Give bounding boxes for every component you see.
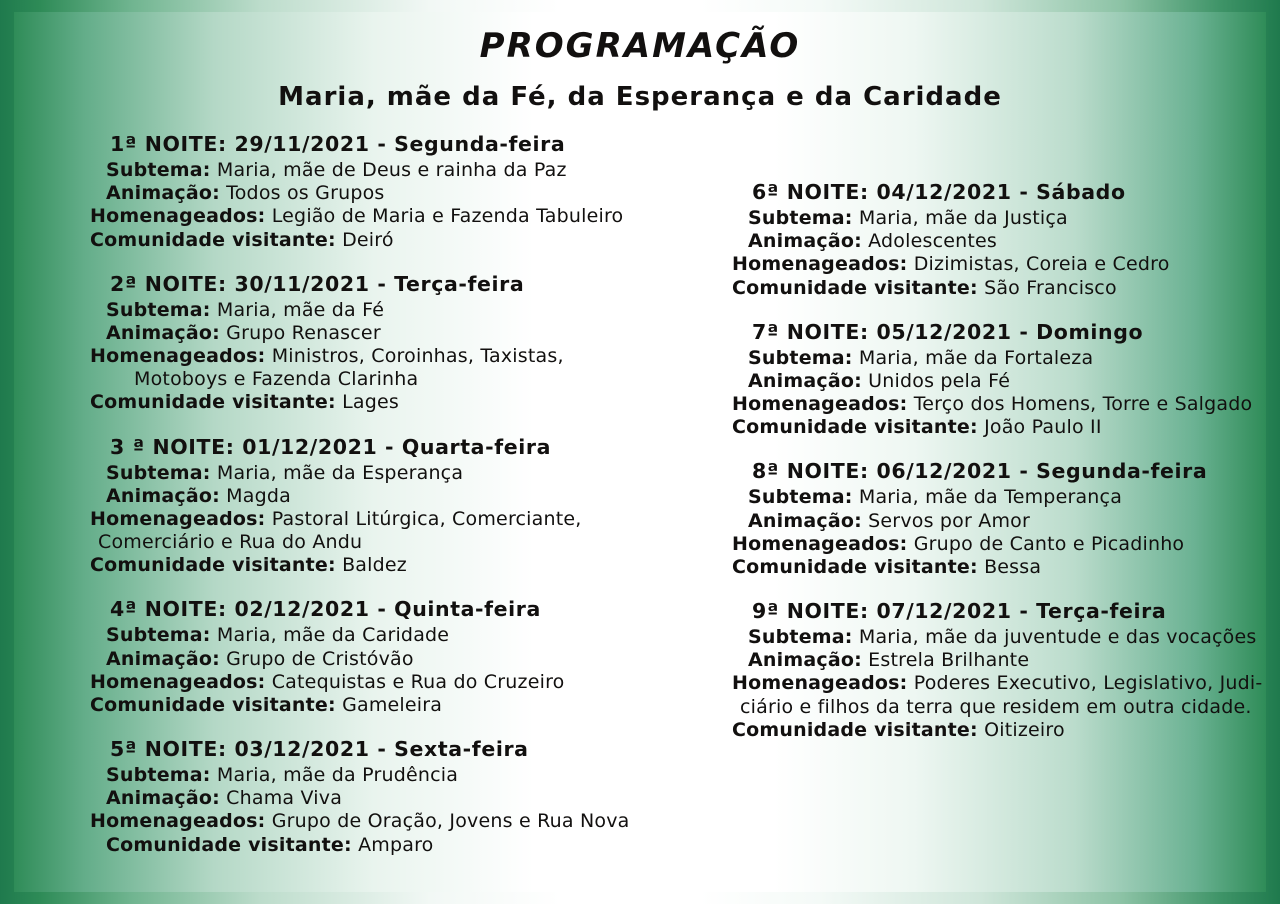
comunidade-label: Comunidade visitante: [732, 555, 978, 578]
comunidade-value: Gameleira [342, 693, 443, 716]
animacao-value: Servos por Amor [868, 509, 1031, 532]
homenageados-value: Ministros, Coroinhas, Taxistas, [271, 345, 564, 368]
subtema-label: Subtema: [748, 207, 853, 229]
homenageados-value: Legião de Maria e Fazenda Tabuleiro [271, 205, 624, 228]
animacao-label: Animação: [748, 230, 862, 253]
homenageados-value: Dizimistas, Coreia e Cedro [913, 253, 1170, 276]
animacao-label: Animação: [748, 509, 862, 532]
night-homenageados-line [90, 671, 688, 694]
subtema-value: Maria, mãe da juventude e das vocações [858, 626, 1257, 649]
night-subtema-line [106, 462, 688, 485]
night-entry [730, 180, 1280, 300]
night-comunidade-line [90, 694, 688, 717]
night-subtema-line [106, 299, 688, 322]
homenageados-label: Homenageados: [90, 345, 266, 368]
homenageados-value: Poderes Executivo, Legislativo, Judi- [913, 672, 1263, 695]
night-animacao-line [106, 182, 688, 205]
comunidade-label: Comunidade visitante: [90, 693, 336, 716]
night-entry [730, 320, 1280, 440]
comunidade-value: João Paulo II [984, 416, 1102, 439]
comunidade-label: Comunidade visitante: [732, 416, 978, 439]
night-comunidade-line [732, 277, 1280, 300]
night-comunidade-line [90, 229, 688, 252]
night-heading: 4ª NOITE: 02/12/2021 - Quinta-feira [110, 597, 541, 622]
subtema-value: Maria, mãe da Esperança [216, 461, 464, 484]
comunidade-label: Comunidade visitante: [106, 833, 352, 856]
night-entry [730, 599, 1280, 742]
night-heading: 2ª NOITE: 30/11/2021 - Terça-feira [110, 271, 525, 296]
animacao-label: Animação: [748, 649, 862, 672]
homenageados-label: Homenageados: [90, 810, 266, 833]
animacao-value: Todos os Grupos [226, 182, 385, 205]
night-heading: 1ª NOITE: 29/11/2021 - Segunda-feira [110, 132, 566, 156]
night-subtema-line [748, 347, 1280, 370]
night-homenageados-line [90, 345, 688, 368]
subtema-label: Subtema: [106, 624, 211, 647]
comunidade-label: Comunidade visitante: [90, 391, 336, 414]
animacao-value: Magda [226, 484, 291, 507]
night-animacao-line [748, 370, 1280, 393]
homenageados-value: Grupo de Oração, Jovens e Rua Nova [271, 810, 630, 833]
night-comunidade-line [732, 719, 1280, 742]
homenageados-label: Homenageados: [732, 253, 908, 276]
night-homenageados-line [732, 393, 1280, 416]
subtema-label: Subtema: [748, 346, 853, 369]
animacao-label: Animação: [106, 484, 220, 507]
night-comunidade-line [90, 554, 688, 577]
animacao-label: Animação: [106, 647, 220, 670]
homenageados-value: Pastoral Litúrgica, Comerciante, [271, 507, 582, 530]
homenageados-label: Homenageados: [732, 672, 908, 695]
night-heading: 3 ª NOITE: 01/12/2021 - Quarta-feira [110, 434, 551, 459]
night-animacao-line [106, 648, 688, 671]
page-subtitle: Maria, mãe da Fé, da Esperança e da Caridade [278, 82, 1002, 112]
homenageados-value: Catequistas e Rua do Cruzeiro [271, 670, 565, 693]
night-heading: 6ª NOITE: 04/12/2021 - Sábado [752, 180, 1126, 204]
schedule-columns [14, 132, 1266, 892]
night-homenageados-cont: ciário e filhos da terra que residem em outra cidade. [740, 695, 1252, 718]
subtema-label: Subtema: [106, 298, 211, 321]
night-comunidade-line [732, 416, 1280, 439]
night-animacao-line [106, 322, 688, 345]
homenageados-label: Homenageados: [732, 532, 908, 555]
night-entry [88, 597, 688, 717]
night-heading: 5ª NOITE: 03/12/2021 - Sexta-feira [110, 737, 529, 762]
night-comunidade-line [106, 834, 688, 857]
schedule-column-left [88, 132, 688, 877]
comunidade-value: Deiró [342, 228, 394, 251]
schedule-column-right [730, 180, 1280, 762]
animacao-value: Unidos pela Fé [868, 369, 1011, 392]
comunidade-value: Oitizeiro [984, 718, 1065, 741]
night-heading: 9ª NOITE: 07/12/2021 - Terça-feira [752, 599, 1167, 624]
comunidade-label: Comunidade visitante: [90, 554, 336, 577]
night-homenageados-line [732, 672, 1280, 695]
animacao-value: Chama Viva [226, 787, 343, 810]
night-entry [88, 435, 688, 578]
homenageados-value: Grupo de Canto e Picadinho [913, 532, 1185, 555]
comunidade-value: Baldez [342, 554, 407, 577]
comunidade-label: Comunidade visitante: [732, 276, 978, 299]
night-animacao-line [748, 510, 1280, 533]
night-entry [730, 459, 1280, 579]
homenageados-label: Homenageados: [90, 670, 266, 693]
night-heading: 7ª NOITE: 05/12/2021 - Domingo [752, 319, 1144, 344]
night-subtema-line [106, 764, 688, 787]
subtema-value: Maria, mãe da Fé [216, 298, 385, 321]
night-subtema-line [748, 486, 1280, 509]
animacao-label: Animação: [106, 321, 220, 344]
comunidade-label: Comunidade visitante: [732, 718, 978, 741]
night-entry [88, 737, 688, 857]
subtema-value: Maria, mãe da Fortaleza [858, 346, 1094, 369]
night-homenageados-line [90, 205, 688, 228]
night-comunidade-line [732, 556, 1280, 579]
subtema-label: Subtema: [106, 159, 211, 181]
subtema-label: Subtema: [748, 626, 853, 649]
night-heading: 8ª NOITE: 06/12/2021 - Segunda-feira [752, 459, 1208, 484]
comunidade-value: Amparo [358, 833, 434, 856]
comunidade-value: Bessa [984, 555, 1042, 578]
animacao-label: Animação: [748, 369, 862, 392]
night-homenageados-cont: Comerciário e Rua do Andu [98, 531, 363, 554]
subtema-value: Maria, mãe da Caridade [216, 624, 450, 647]
subtema-label: Subtema: [748, 486, 853, 509]
page-title: PROGRAMAÇÃO [479, 26, 801, 66]
animacao-value: Grupo Renascer [226, 321, 381, 344]
animacao-label: Animação: [106, 182, 220, 205]
night-homenageados-cont: Motoboys e Fazenda Clarinha [134, 368, 419, 391]
animacao-value: Adolescentes [868, 230, 997, 253]
night-homenageados-line [732, 533, 1280, 556]
night-subtema-line [106, 159, 688, 182]
animacao-value: Estrela Brilhante [868, 649, 1030, 672]
night-animacao-line [748, 649, 1280, 672]
comunidade-label: Comunidade visitante: [90, 228, 336, 251]
subtema-label: Subtema: [106, 461, 211, 484]
homenageados-value: Terço dos Homens, Torre e Salgado [913, 393, 1253, 416]
homenageados-label: Homenageados: [90, 507, 266, 530]
comunidade-value: Lages [342, 391, 399, 414]
night-entry [88, 132, 688, 252]
night-subtema-line [748, 207, 1280, 230]
subtema-value: Maria, mãe da Temperança [858, 486, 1123, 509]
night-animacao-line [106, 485, 688, 508]
subtema-value: Maria, mãe da Prudência [216, 764, 459, 787]
subtema-value: Maria, mãe de Deus e rainha da Paz [216, 159, 567, 181]
night-subtema-line [748, 626, 1280, 649]
night-homenageados-line [90, 810, 688, 833]
homenageados-label: Homenageados: [90, 205, 266, 228]
animacao-value: Grupo de Cristóvão [226, 647, 414, 670]
night-animacao-line [106, 787, 688, 810]
night-comunidade-line [90, 391, 688, 414]
night-subtema-line [106, 624, 688, 647]
homenageados-label: Homenageados: [732, 393, 908, 416]
night-entry [88, 272, 688, 415]
night-animacao-line [748, 230, 1280, 253]
subtema-value: Maria, mãe da Justiça [858, 207, 1068, 229]
poster-inner-panel [14, 12, 1266, 892]
night-homenageados-line [732, 253, 1280, 276]
animacao-label: Animação: [106, 787, 220, 810]
subtema-label: Subtema: [106, 764, 211, 787]
comunidade-value: São Francisco [984, 276, 1117, 299]
night-homenageados-line [90, 508, 688, 531]
